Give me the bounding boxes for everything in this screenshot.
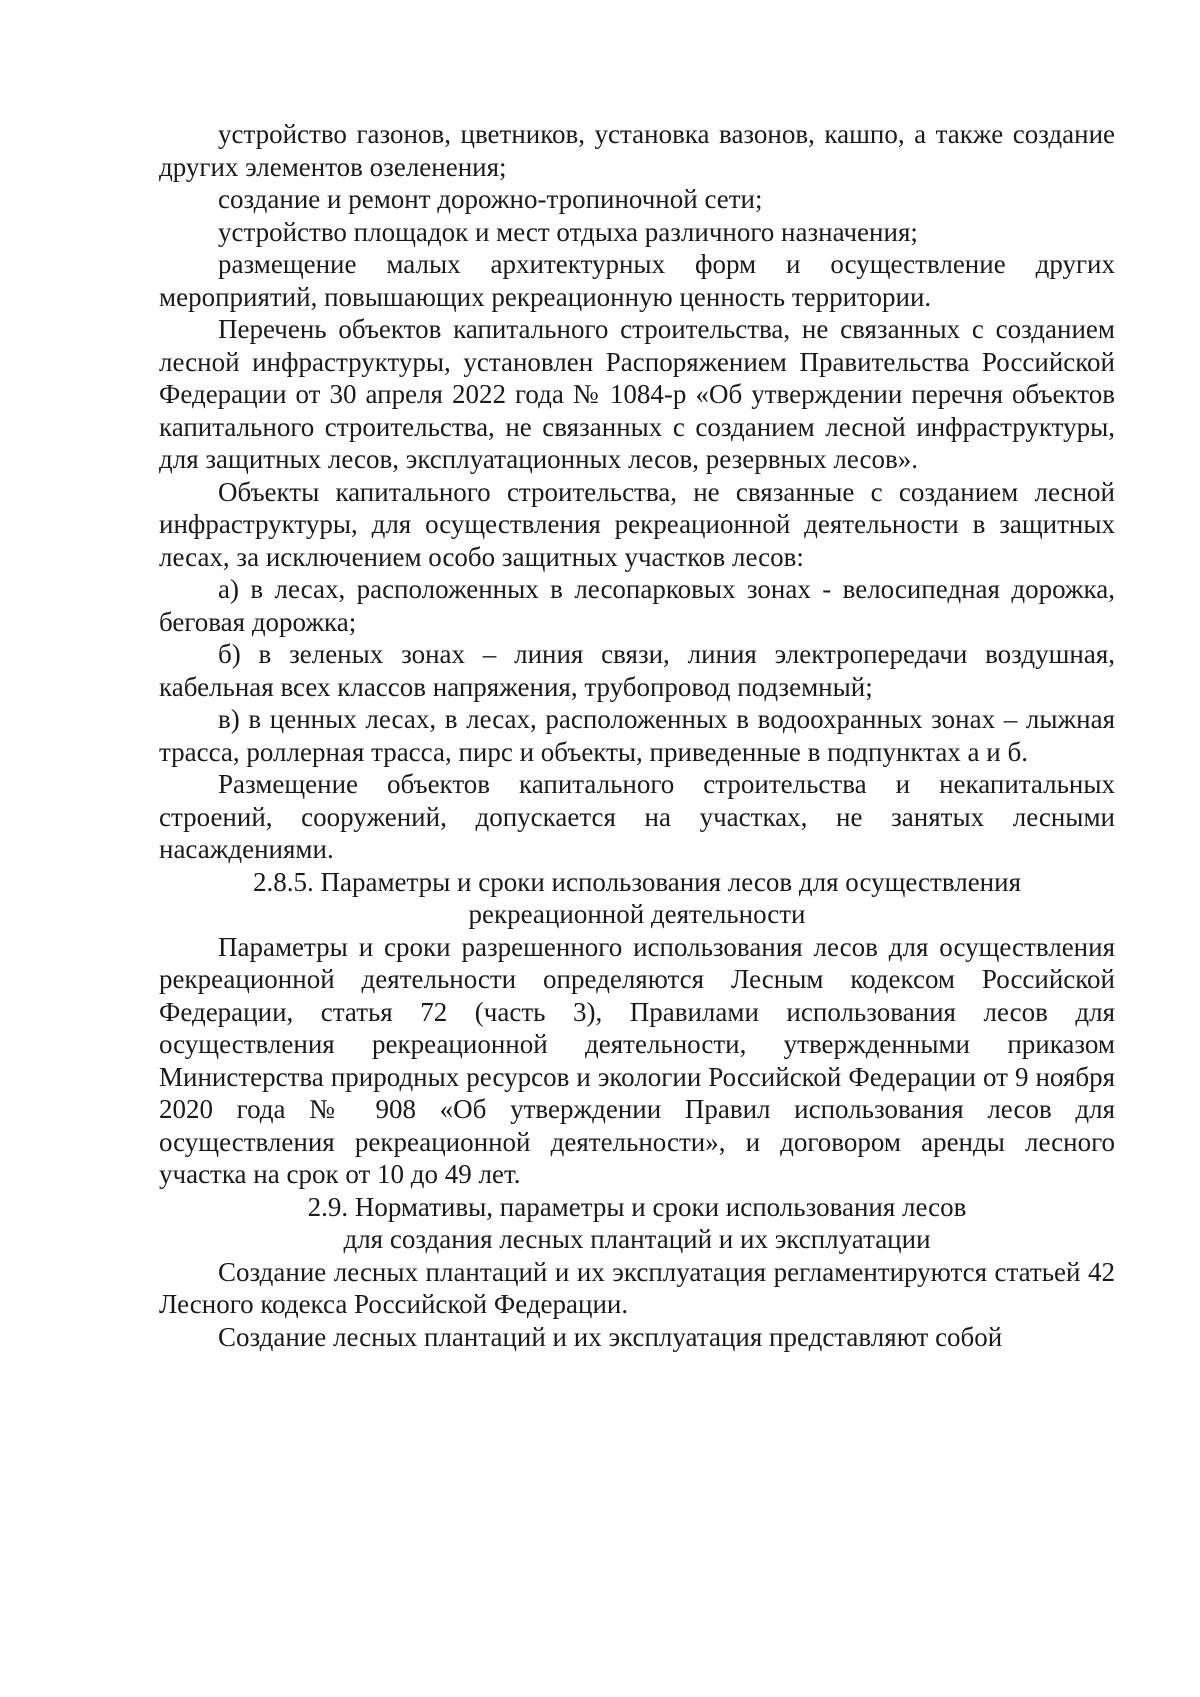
paragraph-plantations-regulation: Создание лесных плантаций и их эксплуатация регламентируются статьей 42 Лесного кодекса Российской Федерации. — [159, 1256, 1115, 1319]
list-item-b: б) в зеленых зонах – линия связи, линия электропередачи воздушная, кабельная всех классов напряжения, трубопровод подземный; — [159, 639, 1115, 702]
section-heading-line: 2.8.5. Параметры и сроки использования лесов для осуществления — [252, 866, 1021, 897]
list-item-a: а) в лесах, расположенных в лесопарковых зонах - велосипедная дорожка, беговая дорожка; — [159, 574, 1115, 637]
paragraph-capital-objects: Объекты капитального строительства, не связанные с созданием лесной инфраструктуры, для осуществления рекреационной деятельности в защитных лесах, за исключением особо защитных участков лесов: — [159, 476, 1115, 572]
section-heading-line: 2.9. Нормативы, параметры и сроки использования лесов — [307, 1191, 967, 1222]
section-heading-2-9 — [159, 1191, 1115, 1256]
paragraph-plantations-definition: Создание лесных плантаций и их эксплуатация представляют собой — [218, 1321, 1003, 1352]
paragraph-capital-list: Перечень объектов капитального строительства, не связанных с созданием лесной инфраструктуры, установлен Распоряжением Правительства Российской Федерации от 30 апреля 2022 года № 1084-р «Об утверждении перечня объектов капитального строительства, не связанных с созданием лесной инфраструктуры, для защитных лесов, эксплуатационных лесов, резервных лесов». — [159, 314, 1115, 474]
paragraph-recreation-parameters: Параметры и сроки разрешенного использования лесов для осуществления рекреационной деятельности определяются Лесным кодексом Российской Федерации, статья 72 (часть 3), Правилами использования лесов для осуществления рекреационной деятельности, утвержденными приказом Министерства природных ресурсов и экологии Российской Федерации от 9 ноября 2020 года № 908 «Об утверждении Правил использования лесов для осуществления рекреационной деятельности», и договором аренды лесного участка на срок от 10 до 49 лет. — [159, 931, 1115, 1189]
section-heading-2-8-5 — [159, 866, 1115, 931]
section-heading-line: для создания лесных плантаций и их эксплуатации — [343, 1224, 931, 1254]
page-content — [159, 118, 1115, 1353]
section-heading-line: рекреационной деятельности — [468, 899, 806, 929]
paragraph-small-forms: размещение малых архитектурных форм и осуществление других мероприятий, повышающих рекреационную ценность территории. — [159, 249, 1115, 312]
paragraph-paths: создание и ремонт дорожно-тропиночной сети; — [218, 184, 763, 214]
list-item-v: в) в ценных лесах, в лесах, расположенных в водоохранных зонах – лыжная трасса, роллерная трасса, пирс и объекты, приведенные в подпунктах а и б. — [159, 704, 1115, 767]
paragraph-lawns: устройство газонов, цветников, установка вазонов, кашпо, а также создание других элементов озеленения; — [159, 119, 1115, 182]
paragraph-placement: Размещение объектов капитального строительства и некапитальных строений, сооружений, допускается на участках, не занятых лесными насаждениями. — [159, 769, 1115, 864]
paragraph-rest-areas: устройство площадок и мест отдыха различного назначения; — [218, 216, 918, 247]
